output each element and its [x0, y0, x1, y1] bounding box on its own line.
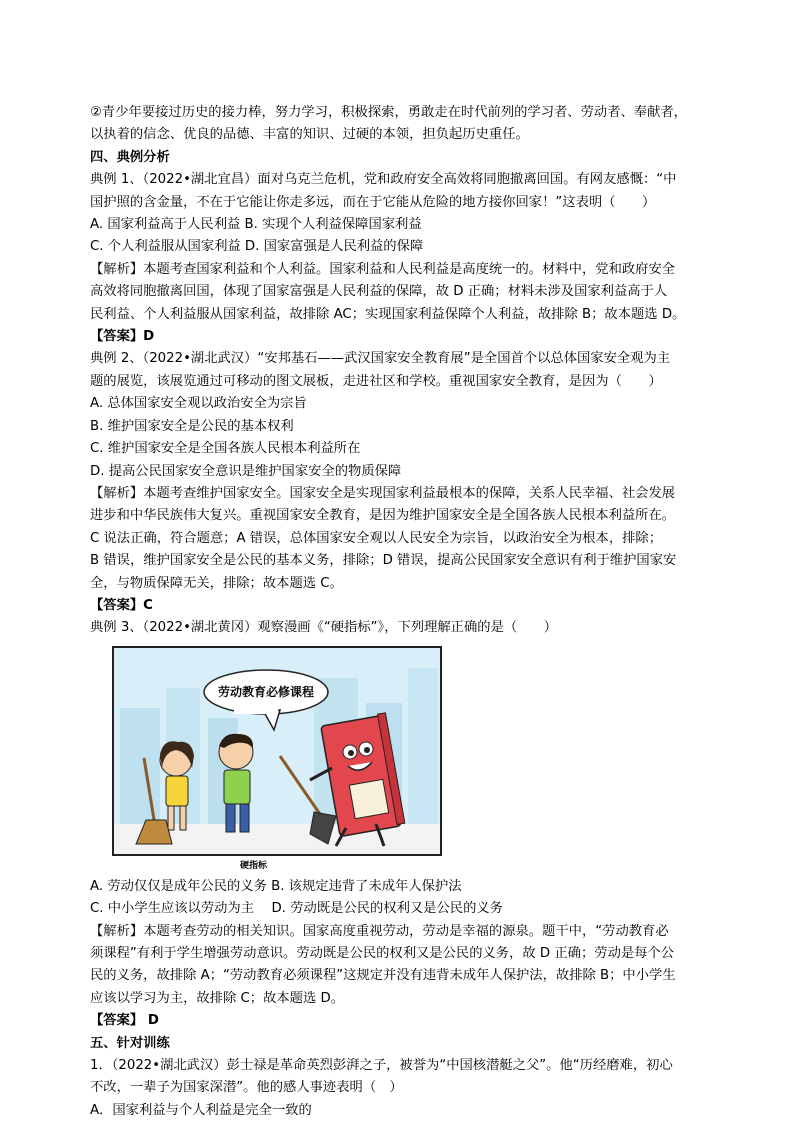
- example1-answer: 【答案】D: [90, 329, 155, 345]
- training1-question: 不改，一辈子为国家深潜”。他的感人事迹表明（ ）: [90, 1080, 403, 1096]
- comic-figure: [112, 646, 442, 874]
- example2-option: C. 维护国家安全是全国各族人民根本利益所在: [90, 441, 361, 457]
- example3-question: 典例 3、（2022•湖北黄冈）观察漫画《“硬指标”》，下列理解正确的是（ ）: [90, 620, 558, 636]
- comic-caption: 硬指标: [240, 860, 268, 871]
- training1-question: 1．（2022•湖北武汉）彭士禄是革命英烈彭湃之子，被誉为“中国核潜艇之父”。他“历经磨难，初心: [90, 1058, 673, 1073]
- example2-analysis: 全，与物质保障无关，排除；故本题选 C。: [90, 575, 343, 591]
- speech-bubble-text: 劳动教育必修课程: [217, 684, 315, 699]
- example2-analysis: B 错误，维护国家安全是公民的基本义务，排除；D 错误，提高公民国家安全意识有利于维护国家安: [90, 553, 677, 569]
- example1-question: 典例 1、（2022•湖北宜昌）面对乌克兰危机，党和政府安全高效将同胞撤离回国。有网友感慨：“中: [90, 172, 677, 188]
- example2-option: A. 总体国家安全观以政治安全为宗旨: [90, 396, 307, 412]
- example2-answer: 【答案】C: [90, 597, 153, 613]
- example3-analysis: 应该以学习为主，故排除 C；故本题选 D。: [90, 990, 345, 1006]
- example2-question: 题的展览，该展览通过可移动的图文展板，走进社区和学校。重视国家安全教育，是因为（ ）: [90, 373, 662, 389]
- example1-analysis: 高效将同胞撤离回国，体现了国家富强是人民利益的保障，故 D 正确；材料未涉及国家利益高于人: [90, 284, 668, 300]
- example3-option: C. 中小学生应该以劳动为主 D. 劳动既是公民的权利又是公民的义务: [90, 901, 503, 917]
- content: [90, 102, 708, 1122]
- example3-analysis: 民的义务，故排除 A；“劳动教育必须课程”这规定并没有违背未成年人保护法，故排除 B；中小学生: [90, 968, 676, 984]
- example2-analysis: C 说法正确，符合题意；A 错误，总体国家安全观以人民安全为宗旨，以政治安全为根本，排除；: [90, 530, 663, 546]
- example1-analysis: 民利益、个人利益服从国家利益，故排除 AC；实现国家利益保障个人利益，故排除 B；故本题选 D。: [90, 306, 686, 322]
- example3-option: A. 劳动仅仅是成年公民的义务 B. 该规定违背了未成年人保护法: [90, 878, 462, 894]
- example2-question: 典例 2、（2022•湖北武汉）“安邦基石——武汉国家安全教育展”是全国首个以总体国家安全观为主: [90, 351, 671, 367]
- example2-analysis: 进步和中华民族伟大复兴。重视国家安全教育，是因为维护国家安全是全国各族人民根本利益所在。: [90, 508, 676, 524]
- example3-analysis: 须课程”有利于学生增强劳动意识。劳动既是公民的权利又是公民的义务，故 D 正确；劳动是每个公: [90, 945, 675, 961]
- example3-analysis: 【解析】本题考查劳动的相关知识。国家高度重视劳动，劳动是幸福的源泉。题干中，“劳动教育必: [90, 923, 669, 939]
- example2-option: D. 提高公民国家安全意识是维护国家安全的物质保障: [90, 463, 402, 479]
- text-line: 以执着的信念、优良的品德、丰富的知识、过硬的本领，担负起历史重任。: [90, 127, 529, 143]
- example1-analysis: 【解析】本题考查国家利益和个人利益。国家利益和人民利益是高度统一的。材料中，党和政府安全: [90, 261, 676, 277]
- section-heading: 四、典例分析: [90, 149, 170, 165]
- comic-image: [112, 646, 442, 856]
- example1-question: 国护照的含金量，不在于它能让你走多远，而在于它能从危险的地方接你回家！”这表明（ ）: [90, 194, 656, 210]
- training1-option: A．国家利益与个人利益是完全一致的: [90, 1102, 312, 1118]
- example2-analysis: 【解析】本题考查维护国家安全。国家安全是实现国家利益最根本的保障，关系人民幸福、社会发展: [90, 485, 676, 501]
- example3-answer: 【答案】 D: [90, 1013, 159, 1029]
- example1-option: C. 个人利益服从国家利益 D. 国家富强是人民利益的保障: [90, 239, 424, 255]
- example2-option: B. 维护国家安全是公民的基本权利: [90, 418, 294, 434]
- text-line: ②青少年要接过历史的接力棒，努力学习，积极探索，勇敢走在时代前列的学习者、劳动者、奉献者，: [90, 105, 687, 120]
- section-heading: 五、针对训练: [90, 1035, 170, 1051]
- example1-option: A. 国家利益高于人民利益 B. 实现个人利益保障国家利益: [90, 217, 422, 233]
